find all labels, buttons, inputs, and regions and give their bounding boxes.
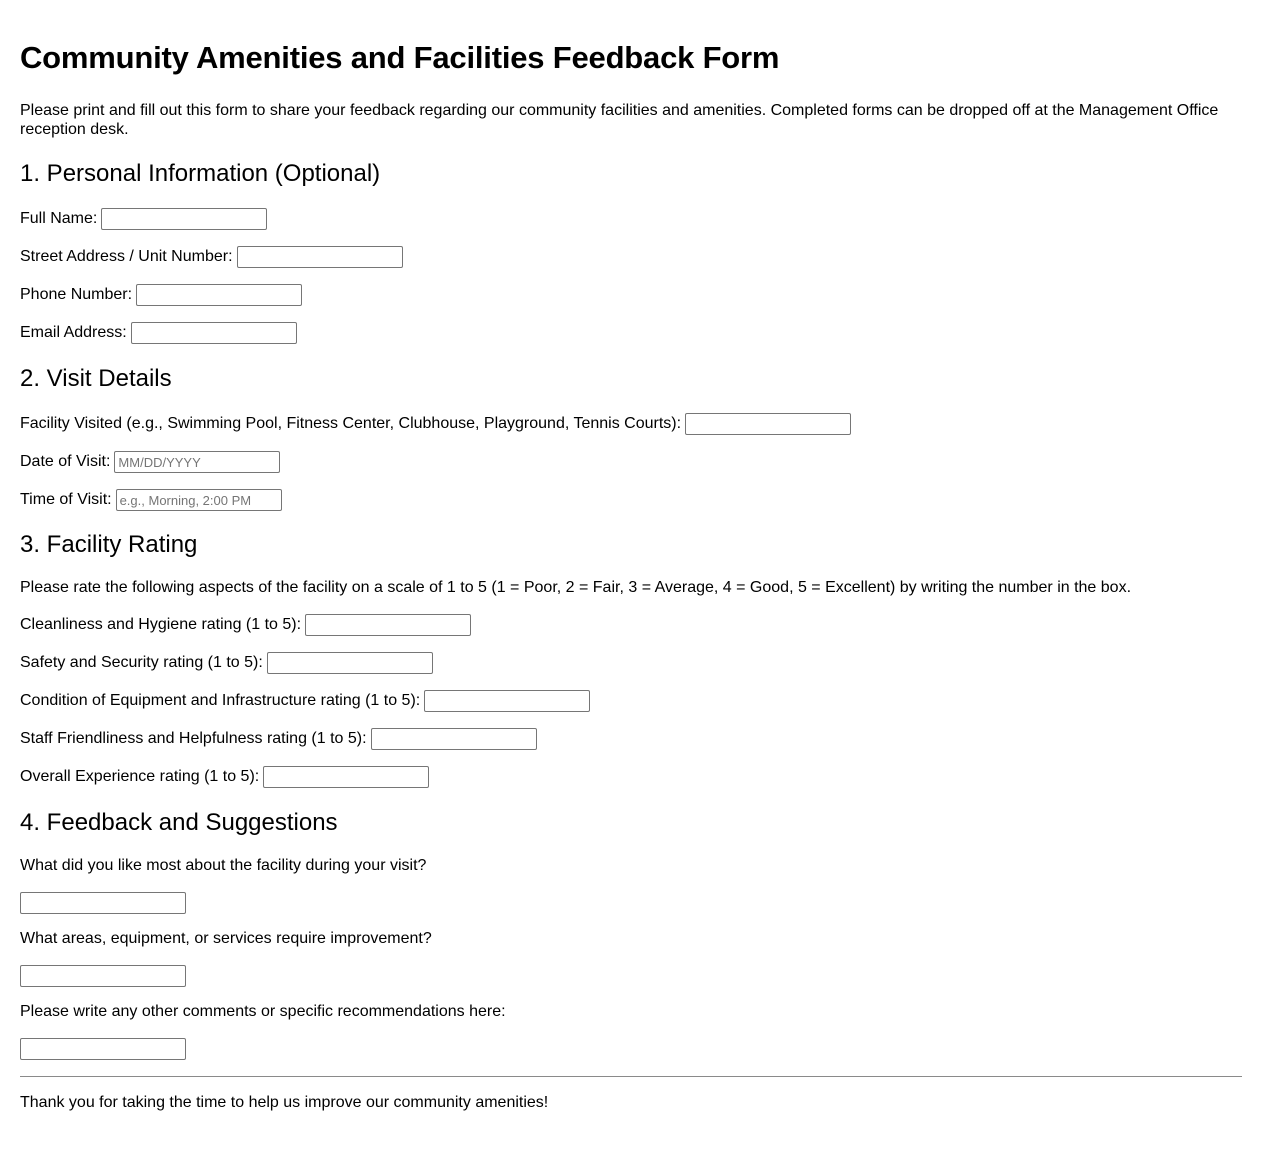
overall-rating-input[interactable] (263, 766, 429, 788)
phone-input[interactable] (136, 284, 302, 306)
divider (20, 1076, 1242, 1077)
address-label: Street Address / Unit Number: (20, 248, 233, 265)
intro-text: Please print and fill out this form to share your feedback regarding our community facilities and amenities. Completed forms can be dropped off at the Management Office reception desk. (20, 102, 1219, 138)
safety-rating-input[interactable] (267, 652, 433, 674)
date-label: Date of Visit: (20, 453, 111, 470)
time-label: Time of Visit: (20, 491, 112, 508)
address-row (20, 246, 403, 268)
email-label: Email Address: (20, 324, 127, 341)
time-row (20, 489, 282, 511)
facility-label: Facility Visited (e.g., Swimming Pool, Fitness Center, Clubhouse, Playground, Tennis Courts): (20, 415, 682, 432)
facility-row (20, 413, 851, 435)
equipment-rating-input[interactable] (424, 690, 590, 712)
footer-thanks: Thank you for taking the time to help us improve our community amenities! (20, 1094, 549, 1111)
time-input[interactable] (116, 489, 282, 511)
staff-rating-input[interactable] (371, 728, 537, 750)
section-heading-feedback: 4. Feedback and Suggestions (20, 809, 338, 836)
rating-instructions: Please rate the following aspects of the facility on a scale of 1 to 5 (1 = Poor, 2 = Fair, 3 = Average, 4 = Good, 5 = Excellent) by writing the number in the box. (20, 579, 1132, 596)
date-row (20, 451, 280, 473)
email-input[interactable] (131, 322, 297, 344)
safety-label: Safety and Security rating (1 to 5): (20, 654, 263, 671)
liked-question: What did you like most about the facility during your visit? (20, 857, 427, 874)
facility-input[interactable] (685, 413, 851, 435)
cleanliness-rating-input[interactable] (305, 614, 471, 636)
liked-input[interactable] (20, 892, 186, 914)
staff-row (20, 728, 537, 750)
equipment-label: Condition of Equipment and Infrastructure rating (1 to 5): (20, 692, 421, 709)
improve-input[interactable] (20, 965, 186, 987)
full-name-row (20, 208, 267, 230)
cleanliness-row (20, 614, 471, 636)
section-heading-rating: 3. Facility Rating (20, 531, 198, 558)
address-input[interactable] (237, 246, 403, 268)
overall-row (20, 766, 429, 788)
full-name-label: Full Name: (20, 210, 98, 227)
page-title: Community Amenities and Facilities Feedback Form (20, 40, 780, 75)
overall-label: Overall Experience rating (1 to 5): (20, 768, 260, 785)
safety-row (20, 652, 433, 674)
cleanliness-label: Cleanliness and Hygiene rating (1 to 5): (20, 616, 302, 633)
section-heading-personal: 1. Personal Information (Optional) (20, 160, 381, 187)
comments-question: Please write any other comments or specific recommendations here: (20, 1003, 506, 1020)
comments-input[interactable] (20, 1038, 186, 1060)
improve-question: What areas, equipment, or services require improvement? (20, 930, 432, 947)
staff-label: Staff Friendliness and Helpfulness rating (1 to 5): (20, 730, 367, 747)
phone-row (20, 284, 302, 306)
email-row (20, 322, 297, 344)
section-heading-visit: 2. Visit Details (20, 365, 172, 392)
full-name-input[interactable] (101, 208, 267, 230)
date-input[interactable] (114, 451, 280, 473)
phone-label: Phone Number: (20, 286, 133, 303)
equipment-row (20, 690, 590, 712)
